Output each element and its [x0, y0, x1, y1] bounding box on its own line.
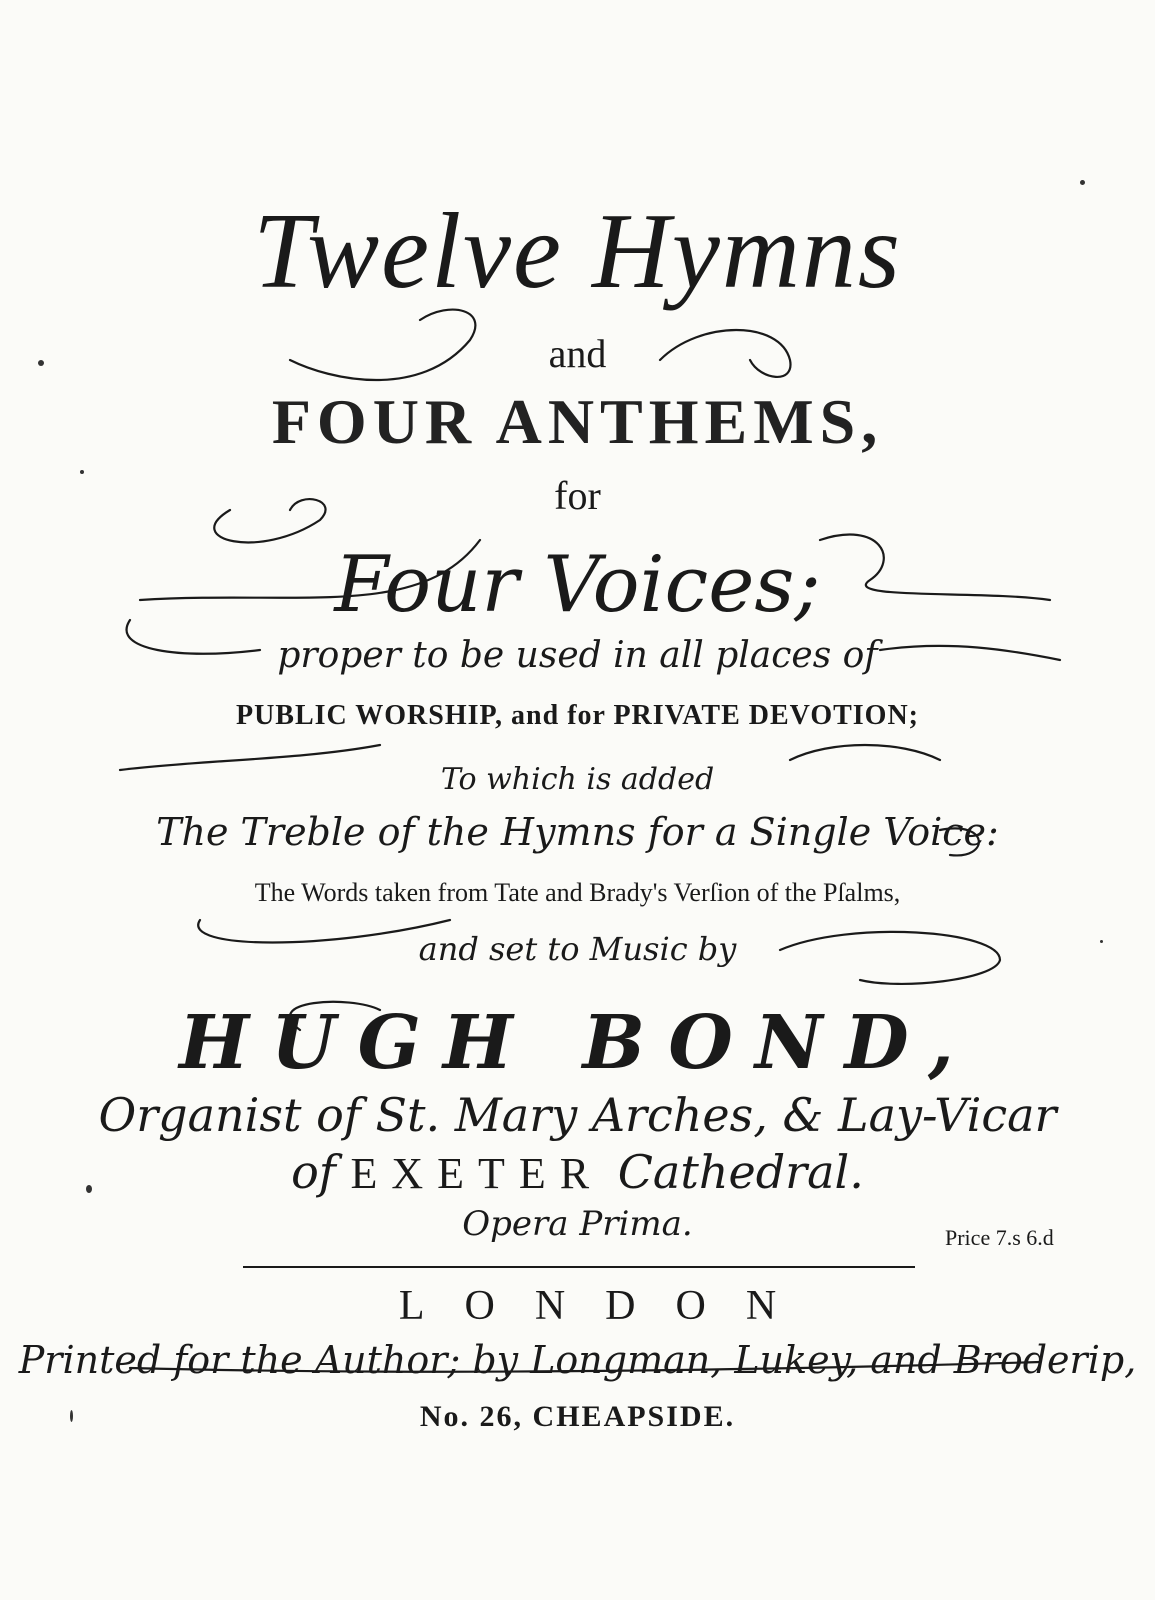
- worship-text: PUBLIC WORSHIP, and for PRIVATE DEVOTION;: [235, 700, 920, 731]
- title: Twelve Hymns: [253, 192, 902, 311]
- for-text: for: [554, 473, 601, 518]
- words-text: The Words taken from Tate and Brady's Verſion of the Pſalms,: [254, 878, 901, 907]
- of-text: of: [291, 1145, 336, 1199]
- printed-text: Printed for the Author; by Longman, Lukey, and Broderip,: [18, 1338, 1137, 1382]
- ink-speck: [38, 360, 44, 366]
- set-to-text: and set to Music by: [418, 930, 737, 968]
- to-which-text: To which is added: [440, 762, 715, 797]
- ink-speck: [70, 1410, 73, 1422]
- anthems-heading: FOUR ANTHEMS,: [271, 386, 884, 457]
- and-text: and: [548, 331, 607, 376]
- ink-speck: [1100, 940, 1103, 943]
- cathedral-text: Cathedral.: [617, 1145, 864, 1199]
- opera-text: Opera Prima.: [462, 1204, 693, 1244]
- exeter-text: EXETER: [350, 1149, 604, 1198]
- voices-heading: Four Voices;: [334, 540, 821, 630]
- price-text: Price 7.s 6.d: [945, 1225, 1054, 1250]
- treble-text: The Treble of the Hymns for a Single Voice:: [156, 810, 999, 854]
- proper-text: proper to be used in all places of: [277, 635, 878, 676]
- ink-speck: [86, 1185, 92, 1193]
- ink-speck: [80, 470, 84, 474]
- ink-speck: [1080, 180, 1085, 185]
- address-text: No. 26, CHEAPSIDE.: [419, 1400, 736, 1433]
- london-heading: LONDON: [398, 1283, 817, 1329]
- divider-rule: [243, 1266, 915, 1268]
- exeter-line: [0, 1145, 1155, 1199]
- composer-name: HUGH BOND,: [179, 1000, 976, 1086]
- organist-text: Organist of St. Mary Arches, & Lay-Vicar: [98, 1088, 1057, 1142]
